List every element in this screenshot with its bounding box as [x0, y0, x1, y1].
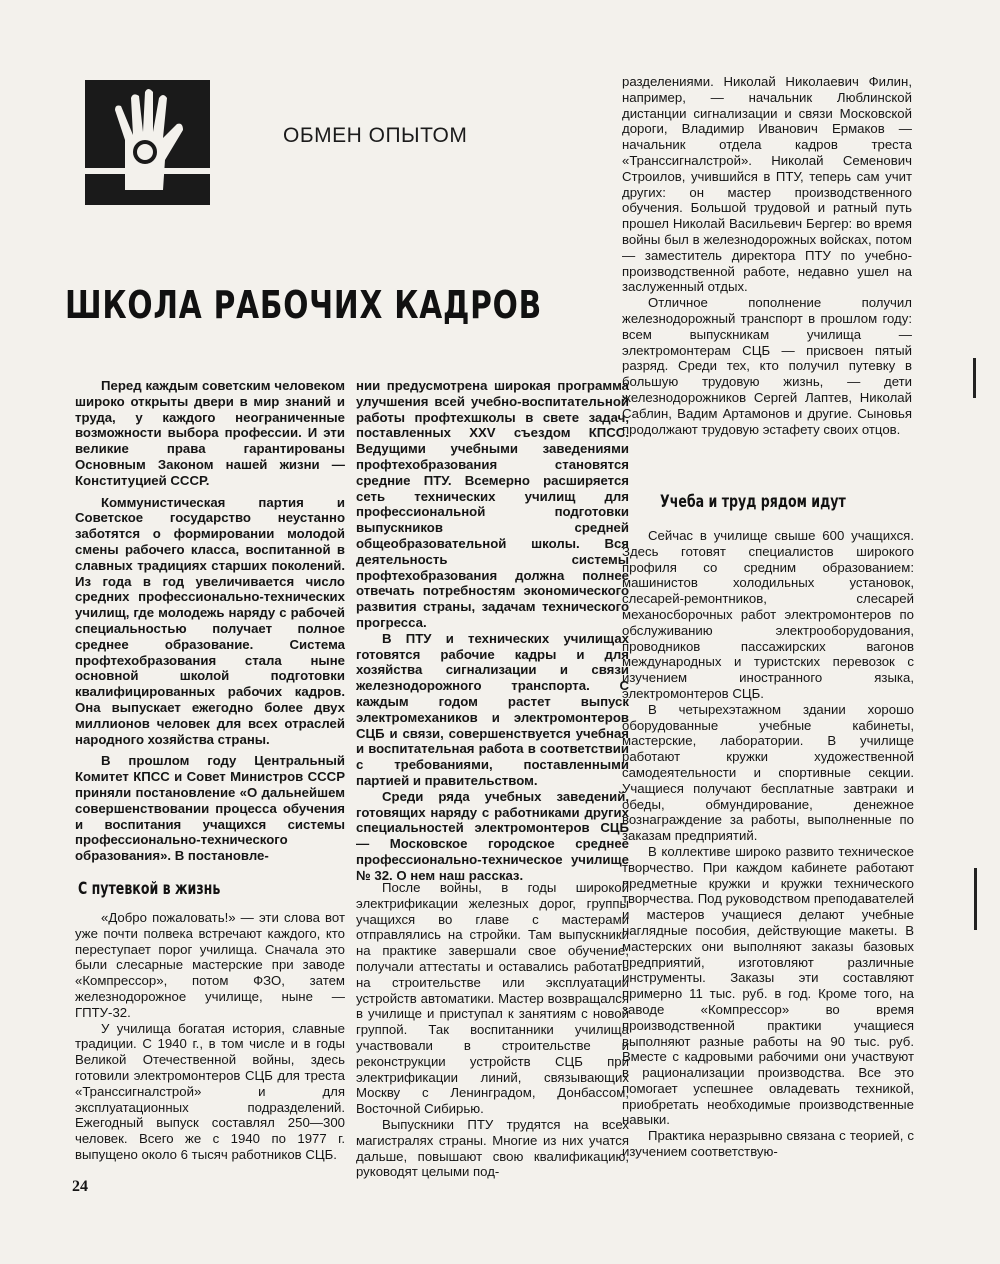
- paragraph: У училища богатая история, славные традиции. С 1940 г., в том числе и в годы Великой Отечественной войны, здесь готовили электромонтеров СЦБ для треста «Транссигналстрой» и для эксплуатационных подразделений. Ежегодный выпуск составлял 250—300 человек. Всего же с 1940 по 1977 г. выпущено около 6 тысяч работников СЦБ.: [75, 1020, 345, 1162]
- section-heading-1: С путевкой в жизнь: [78, 879, 221, 899]
- paragraph: Выпускники ПТУ трудятся на всех магистралях страны. Многие из них учатся дальше, повышают свою квалификацию, руководят целыми под-: [356, 1116, 629, 1180]
- margin-mark: [973, 358, 976, 398]
- paragraph: В ПТУ и технических училищах готовятся рабочие кадры и для хозяйства сигнализации и связи железнодорожного транспорта. С каждым годом растет выпуск электромехаников и электромонтеров СЦБ и связи, совершенствуется учебная и воспитательная работа в соответствии с требованиями, поставленными партией и правительством.: [356, 630, 629, 788]
- body-column-3-bottom: [622, 528, 914, 1160]
- hand-emblem-icon: [85, 80, 210, 205]
- intro-column-2: [356, 378, 629, 884]
- paragraph: Практика неразрывно связана с теорией, с изучением соответствую-: [622, 1128, 914, 1160]
- paragraph: В коллективе широко развито техническое творчество. При каждом кабинете работают предметные кружки и кружки технического творчества. Под руководством преподавателей и мастеров учащиеся делают учебные наглядные пособия, действующие макеты. В мастерских они выполняют заказы базовых предприятий, изготовляют различные инструменты. Заказы эти составляют примерно 11 тыс. руб. в год. Кроме того, на заводе «Компрессор» во время производственной практики учащиеся выполняют разные работы на 90 тыс. руб. Вместе с кадровыми рабочими они участвуют в рационализации производства. Все это помогает успешнее овладевать техникой, приобретать необходимые производственные навыки.: [622, 843, 914, 1128]
- paragraph: Коммунистическая партия и Советское государство неустанно заботятся о формировании молодой смены рабочего класса, воспитанной в славных традициях старших поколений. Из года в год увеличивается число средних профессионально-технических училищ, где молодежь наряду с рабочей специальностью получает полное среднее образование. Система профтехобразования стала ныне основной школой подготовки квалифицированных рабочих кадров. Она выпускает ежегодно более двух миллионов человек для всех отраслей народного хозяйства страны.: [75, 494, 345, 747]
- page-number: 24: [72, 1178, 88, 1195]
- margin-mark: [974, 868, 977, 930]
- paragraph: В четырехэтажном здании хорошо оборудованные учебные кабинеты, мастерские, лаборатории. В училище работают кружки художественной самодеятельности и спортивные секции. Учащиеся получают бесплатные завтраки и обеды, обмундирование, денежное вознаграждение за работы, выполненные по заказам предприятий.: [622, 701, 914, 844]
- paragraph: разделениями. Николай Николаевич Филин, например, — начальник Люблинской дистанции сигнализации и связи Московской дороги, Владимир Иванович Ермаков — начальник отдела кадров треста «Транссигналстрой». Николай Семенович Строилов, учившийся в ПТУ, теперь сам учит других: он мастер производственного обучения. Большой трудовой и ратный путь прошел Николай Васильевич Бергер: во время войны был в железнодорожных войсках, потом — заместитель директора ПТУ по учебно-производственной работе, недавно ушел на заслуженный отдых.: [622, 74, 912, 295]
- body-column-3-top: [622, 74, 912, 437]
- intro-column-1: [75, 378, 345, 864]
- article-headline: ШКОЛА РАБОЧИХ КАДРОВ: [65, 283, 542, 327]
- paragraph: Сейчас в училище свыше 600 учащихся. Здесь готовят специалистов широкого профиля со средним образованием: машинистов холодильных установок, слесарей-ремонтников, слесарей механосборочных работ электромонтеров по обслуживанию электрооборудования, проводников пассажирских вагонов международных и туристских перевозок с изучением иностранного языка, электромонтеров СЦБ.: [622, 528, 914, 701]
- paragraph: «Добро пожаловать!» — эти слова вот уже почти полвека встречают каждого, кто переступает порог училища. Сначала это были слесарные мастерские при заводе «Компрессор», потом ФЗО, затем железнодорожное училище, ныне — ГПТУ-32.: [75, 910, 345, 1020]
- paragraph: В прошлом году Центральный Комитет КПСС и Совет Министров СССР приняли постановление «О дальнейшем совершенствовании процесса обучения и воспитания учащихся системы профессионально-технического образования». В постановле-: [75, 753, 345, 864]
- paragraph: После войны, в годы широкой электрификации железных дорог, группы учащихся во главе с мастерами отправлялись на стройки. Там выпускники на практике завершали свое обучение, получали аттестаты и оставались работать на строительстве или эксплуатации устройств автоматики. Мастер возвращался в училище и приступал к занятиям с новой группой. Так воспитанники училища участвовали в строительстве и реконструкции устройств СЦБ при электрификации линий, связывающих Москву с Ленинградом, Донбассом, Восточной Сибирью.: [356, 880, 629, 1117]
- paragraph: Отличное пополнение получил железнодорожный транспорт в прошлом году: всем выпускникам училища — электромонтерам СЦБ — присвоен пятый разряд. Среди тех, кто получил путевку в большую трудовую жизнь, — дети железнодорожников Сергей Лаптев, Николай Саблин, Вадим Артамонов и другие. Сыновья продолжают трудовую эстафету своих отцов.: [622, 295, 912, 437]
- paragraph: Среди ряда учебных заведений, готовящих наряду с работниками других специальностей электромонтеров СЦБ — Московское городское среднее профессионально-техническое училище № 32. О нем наш рассказ.: [356, 788, 629, 883]
- section-heading-2: Учеба и труд рядом идут: [660, 492, 846, 512]
- body-column-2: [356, 880, 629, 1180]
- paragraph: нии предусмотрена широкая программа улучшения всей учебно-воспитательной работы профтехшколы в свете задач, поставленных XXV съездом КПСС. Ведущими учебными заведениями профтехобразования становятся средние ПТУ. Всемерно расширяется сеть технических училищ для профессиональной подготовки выпускников средней общеобразовательной школы. Вся деятельность системы профтехобразования должна полнее отвечать потребностям экономического развития страны, задачам технического прогресса.: [356, 378, 629, 630]
- paragraph: Перед каждым советским человеком широко открыты двери в мир знаний и труда, у каждого неограниченные возможности выбора профессии. И эти великие права гарантированы Основным Законом нашей жизни — Конституцией СССР.: [75, 378, 345, 488]
- rubric-title: ОБМЕН ОПЫТОМ: [283, 124, 468, 147]
- body-column-1: [75, 910, 345, 1163]
